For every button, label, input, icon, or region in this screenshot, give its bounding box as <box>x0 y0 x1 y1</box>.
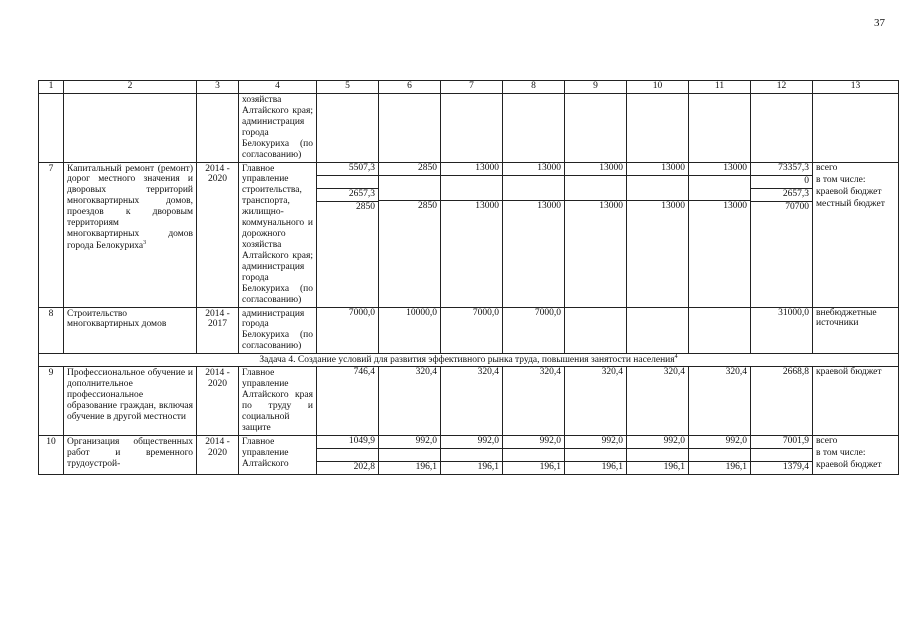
executor-cell: администрация города Белокуриха (по согласованию) <box>239 307 317 354</box>
value-line <box>379 176 440 188</box>
value-line <box>689 176 750 188</box>
activity-name-text: Организация общественных работ и временного трудоустрой- <box>67 436 193 469</box>
funding-source-cell <box>813 435 899 474</box>
value-line: 7000,0 <box>348 307 375 318</box>
year-value-cell <box>565 307 627 354</box>
year-value-cell <box>503 367 565 436</box>
total-line: 1379,4 <box>782 461 809 472</box>
period-cell: 2014 - 2017 <box>197 307 239 354</box>
column-number-cell: 13 <box>813 81 899 94</box>
year-value-cell <box>379 162 441 307</box>
column-number-cell: 8 <box>503 81 565 94</box>
period-cell: 2014 - 2020 <box>197 367 239 436</box>
value-line <box>441 449 502 462</box>
table-row <box>39 162 899 307</box>
value-line: 5507,3 <box>317 163 378 176</box>
value-line: 10000,0 <box>406 307 437 318</box>
value-line: 320,4 <box>601 367 623 378</box>
value-line: 2850 <box>356 201 375 212</box>
total-value-cell <box>751 94 813 163</box>
value-line: 202,8 <box>353 461 375 472</box>
value-line: 196,1 <box>725 461 747 472</box>
funding-source-cell <box>813 367 899 436</box>
value-line: 992,0 <box>565 436 626 449</box>
value-line: 13000 <box>503 163 564 176</box>
year-value-cell <box>317 307 379 354</box>
value-line: 992,0 <box>689 436 750 449</box>
source-line: в том числе: <box>816 174 866 185</box>
year-value-cell <box>317 367 379 436</box>
value-line <box>627 308 688 320</box>
value-line: 992,0 <box>379 436 440 449</box>
executor-cell: Главное управление строительства, транспорта, жилищно-коммунального и дорожного хозяйства Алтайского края; администрация города Белокуриха (по согласованию) <box>239 162 317 307</box>
total-value-cell <box>751 435 813 474</box>
total-line: 70700 <box>785 201 809 212</box>
value-line: 1049,9 <box>317 436 378 449</box>
funding-source-cell <box>813 94 899 163</box>
year-value-cell <box>503 162 565 307</box>
table-row <box>39 435 899 474</box>
table-row <box>39 307 899 354</box>
funding-source-cell <box>813 307 899 354</box>
column-number-cell: 12 <box>751 81 813 94</box>
year-value-cell <box>565 367 627 436</box>
value-line: 2850 <box>379 163 440 176</box>
source-line: всего <box>816 435 838 446</box>
activity-name-cell <box>64 435 197 474</box>
value-line: 13000 <box>565 163 626 176</box>
value-line: 13000 <box>537 200 561 211</box>
source-line: краевой бюджет <box>816 459 882 470</box>
value-line <box>503 449 564 462</box>
source-line: внебюджетные источники <box>816 307 877 329</box>
year-value-cell <box>441 307 503 354</box>
year-value-cell <box>565 435 627 474</box>
column-number-cell: 3 <box>197 81 239 94</box>
value-line <box>689 308 750 320</box>
year-value-cell <box>441 94 503 163</box>
year-value-cell <box>379 94 441 163</box>
source-line: в том числе: <box>816 447 866 458</box>
value-line: 196,1 <box>663 461 685 472</box>
executor-cell: Главное управление Алтайского <box>239 435 317 474</box>
total-line: 0 <box>751 176 812 189</box>
value-line: 13000 <box>689 163 750 176</box>
value-line: 13000 <box>627 163 688 176</box>
value-line: 320,4 <box>725 367 747 378</box>
total-line: 31000,0 <box>778 307 809 318</box>
value-line: 320,4 <box>477 367 499 378</box>
value-line <box>441 176 502 188</box>
year-value-cell <box>317 162 379 307</box>
value-line <box>503 188 564 201</box>
value-line: 196,1 <box>477 461 499 472</box>
value-line <box>379 188 440 201</box>
value-line <box>379 449 440 462</box>
activity-name-text: Профессиональное обучение и дополнительное профессиональное образование граждан, включая обучение в другой местности <box>67 368 193 422</box>
page-number: 37 <box>874 17 885 29</box>
year-value-cell <box>503 307 565 354</box>
source-line: местный бюджет <box>816 198 885 209</box>
year-value-cell <box>565 162 627 307</box>
value-line: 196,1 <box>415 461 437 472</box>
year-value-cell <box>627 94 689 163</box>
task-row <box>39 354 899 367</box>
source-line: краевой бюджет <box>816 186 882 197</box>
value-line <box>565 308 626 320</box>
year-value-cell <box>379 367 441 436</box>
value-line: 992,0 <box>627 436 688 449</box>
value-line: 746,4 <box>353 367 375 378</box>
year-value-cell <box>379 307 441 354</box>
value-line <box>565 449 626 462</box>
total-line: 2657,3 <box>751 189 812 202</box>
value-line <box>627 176 688 188</box>
footnote-mark: 4 <box>674 354 678 361</box>
year-value-cell <box>441 435 503 474</box>
task-heading <box>39 354 899 367</box>
year-value-cell <box>441 367 503 436</box>
executor-cell: хозяйства Алтайского края; администрация города Белокуриха (по согласованию) <box>239 94 317 163</box>
source-line: краевой бюджет <box>816 367 882 378</box>
value-line <box>317 449 378 462</box>
column-number-cell: 1 <box>39 81 64 94</box>
program-table-wrapper <box>38 80 891 475</box>
year-value-cell <box>379 435 441 474</box>
value-line <box>565 176 626 188</box>
value-line: 13000 <box>661 200 685 211</box>
value-line: 320,4 <box>415 367 437 378</box>
value-line: 320,4 <box>539 367 561 378</box>
source-line: всего <box>816 162 838 173</box>
value-line: 196,1 <box>601 461 623 472</box>
value-line: 13000 <box>723 200 747 211</box>
column-number-cell: 6 <box>379 81 441 94</box>
table-row <box>39 367 899 436</box>
column-number-cell: 2 <box>64 81 197 94</box>
year-value-cell <box>689 162 751 307</box>
value-line <box>689 188 750 201</box>
table-row <box>39 94 899 163</box>
year-value-cell <box>627 367 689 436</box>
year-value-cell <box>317 94 379 163</box>
column-number-cell: 7 <box>441 81 503 94</box>
year-value-cell <box>503 435 565 474</box>
value-line: 2850 <box>418 200 437 211</box>
year-value-cell <box>503 94 565 163</box>
column-number-cell: 5 <box>317 81 379 94</box>
value-line <box>317 176 378 189</box>
value-line: 7000,0 <box>534 307 561 318</box>
column-number-cell: 10 <box>627 81 689 94</box>
year-value-cell <box>441 162 503 307</box>
value-line: 13000 <box>475 200 499 211</box>
activity-name-cell <box>64 307 197 354</box>
value-line: 320,4 <box>663 367 685 378</box>
year-value-cell <box>689 435 751 474</box>
activity-name-cell <box>64 162 197 307</box>
value-line: 7000,0 <box>472 307 499 318</box>
value-line: 13000 <box>599 200 623 211</box>
row-number-cell: 9 <box>39 367 64 436</box>
year-value-cell <box>627 435 689 474</box>
total-line <box>751 449 812 462</box>
value-line: 196,1 <box>539 461 561 472</box>
program-table <box>38 80 899 475</box>
funding-source-cell <box>813 162 899 307</box>
value-line: 2657,3 <box>317 189 378 202</box>
period-cell <box>197 94 239 163</box>
activity-name-text: Строительство многоквартирных домов <box>67 308 167 330</box>
total-line: 7001,9 <box>751 436 812 449</box>
column-number-cell: 11 <box>689 81 751 94</box>
year-value-cell <box>627 162 689 307</box>
year-value-cell <box>689 94 751 163</box>
year-value-cell <box>565 94 627 163</box>
value-line <box>627 449 688 462</box>
value-line <box>689 449 750 462</box>
column-number-row <box>39 81 899 94</box>
executor-cell: Главное управление Алтайского края по труду и социальной защите <box>239 367 317 436</box>
task-heading-text: Задача 4. Создание условий для развития эффективного рынка труда, повышения занятости населения <box>259 355 675 366</box>
row-number-cell: 8 <box>39 307 64 354</box>
period-cell: 2014 - 2020 <box>197 435 239 474</box>
total-value-cell <box>751 367 813 436</box>
value-line <box>441 188 502 201</box>
year-value-cell <box>627 307 689 354</box>
value-line: 992,0 <box>441 436 502 449</box>
total-line: 2668,8 <box>782 367 809 378</box>
value-line: 992,0 <box>503 436 564 449</box>
value-line <box>627 188 688 201</box>
value-line <box>565 188 626 201</box>
column-number-cell: 9 <box>565 81 627 94</box>
row-number-cell <box>39 94 64 163</box>
total-line: 73357,3 <box>751 163 812 176</box>
activity-name-text: Капитальный ремонт (ремонт) дорог местного значения и дворовых территорий многоквартирных домов, проездов к дворовым территориям многоквартирных домов города Белокуриха <box>67 163 193 252</box>
activity-name-cell <box>64 367 197 436</box>
activity-name-cell <box>64 94 197 163</box>
total-value-cell <box>751 162 813 307</box>
year-value-cell <box>689 367 751 436</box>
value-line <box>503 176 564 188</box>
column-number-cell: 4 <box>239 81 317 94</box>
value-line: 13000 <box>441 163 502 176</box>
total-value-cell <box>751 307 813 354</box>
year-value-cell <box>317 435 379 474</box>
period-cell: 2014 - 2020 <box>197 162 239 307</box>
row-number-cell: 10 <box>39 435 64 474</box>
year-value-cell <box>689 307 751 354</box>
footnote-mark: 3 <box>143 239 147 246</box>
row-number-cell: 7 <box>39 162 64 307</box>
